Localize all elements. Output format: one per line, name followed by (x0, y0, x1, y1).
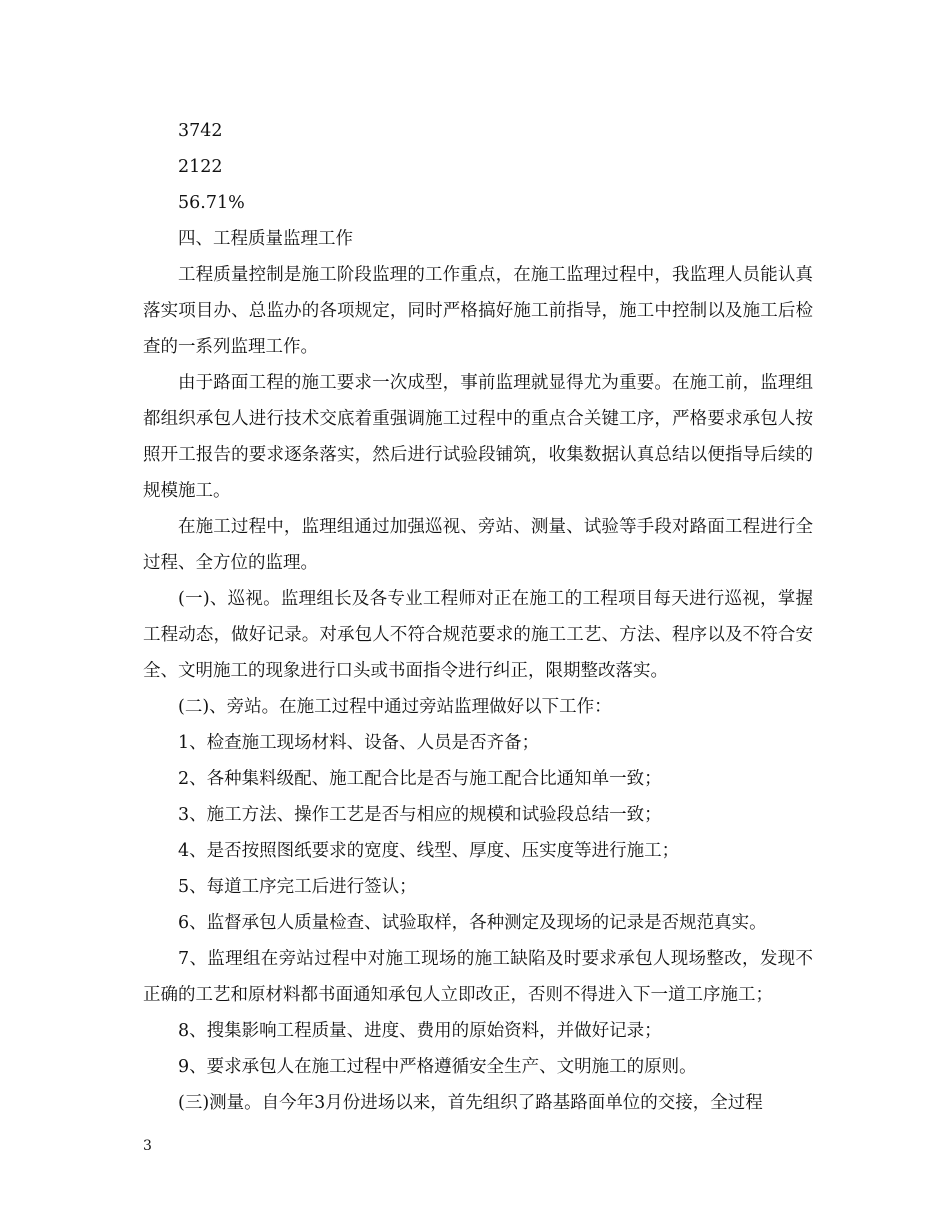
stat-value-2: 2122 (178, 157, 223, 177)
document-body (143, 113, 813, 1121)
section-heading: 四、工程质量监理工作 (178, 229, 353, 249)
paragraph-during-construction: 在施工过程中，监理组通过加强巡视、旁站、测量、试验等手段对路面工程进行全过程、全方位的监理。 (143, 517, 813, 573)
paragraph-survey: (三)测量。自今年3月份进场以来，首先组织了路基路面单位的交接，全过程 (178, 1093, 763, 1113)
stat-percentage: 56.71% (178, 193, 245, 213)
list-item-2: 2、各种集料级配、施工配合比是否与施工配合比通知单一致； (178, 769, 662, 789)
list-item-9: 9、要求承包人在施工过程中严格遵循安全生产、文明施工的原则。 (178, 1057, 697, 1077)
list-item-5: 5、每道工序完工后进行签认； (178, 877, 417, 897)
list-item-4: 4、是否按照图纸要求的宽度、线型、厚度、压实度等进行施工； (178, 841, 680, 861)
stat-value-1: 3742 (178, 121, 223, 141)
page-number: 3 (143, 1138, 152, 1154)
list-item-6: 6、监督承包人质量检查、试验取样，各种测定及现场的记录是否规范真实。 (178, 913, 767, 933)
paragraph-supervision-intro: (二)、旁站。在施工过程中通过旁站监理做好以下工作： (178, 697, 612, 717)
list-item-7: 7、监理组在旁站过程中对施工现场的施工缺陷及时要求承包人现场整改，发现不正确的工艺和原材料都书面通知承包人立即改正，否则不得进入下一道工序施工； (143, 949, 813, 1005)
list-item-1: 1、检查施工现场材料、设备、人员是否齐备； (178, 733, 540, 753)
list-item-8: 8、搜集影响工程质量、进度、费用的原始资料，并做好记录； (178, 1021, 662, 1041)
paragraph-inspection: (一)、巡视。监理组长及各专业工程师对正在施工的工程项目每天进行巡视，掌握工程动态，做好记录。对承包人不符合规范要求的施工工艺、方法、程序以及不符合安全、文明施工的现象进行口头或书面指令进行纠正，限期整改落实。 (143, 589, 813, 681)
paragraph-quality-control: 工程质量控制是施工阶段监理的工作重点，在施工监理过程中，我监理人员能认真落实项目办、总监办的各项规定，同时严格搞好施工前指导，施工中控制以及施工后检查的一系列监理工作。 (143, 265, 813, 357)
paragraph-pre-construction: 由于路面工程的施工要求一次成型，事前监理就显得尤为重要。在施工前，监理组都组织承包人进行技术交底着重强调施工过程中的重点合关键工序，严格要求承包人按照开工报告的要求逐条落实，然后进行试验段铺筑，收集数据认真总结以便指导后续的规模施工。 (143, 373, 813, 501)
list-item-3: 3、施工方法、操作工艺是否与相应的规模和试验段总结一致； (178, 805, 662, 825)
